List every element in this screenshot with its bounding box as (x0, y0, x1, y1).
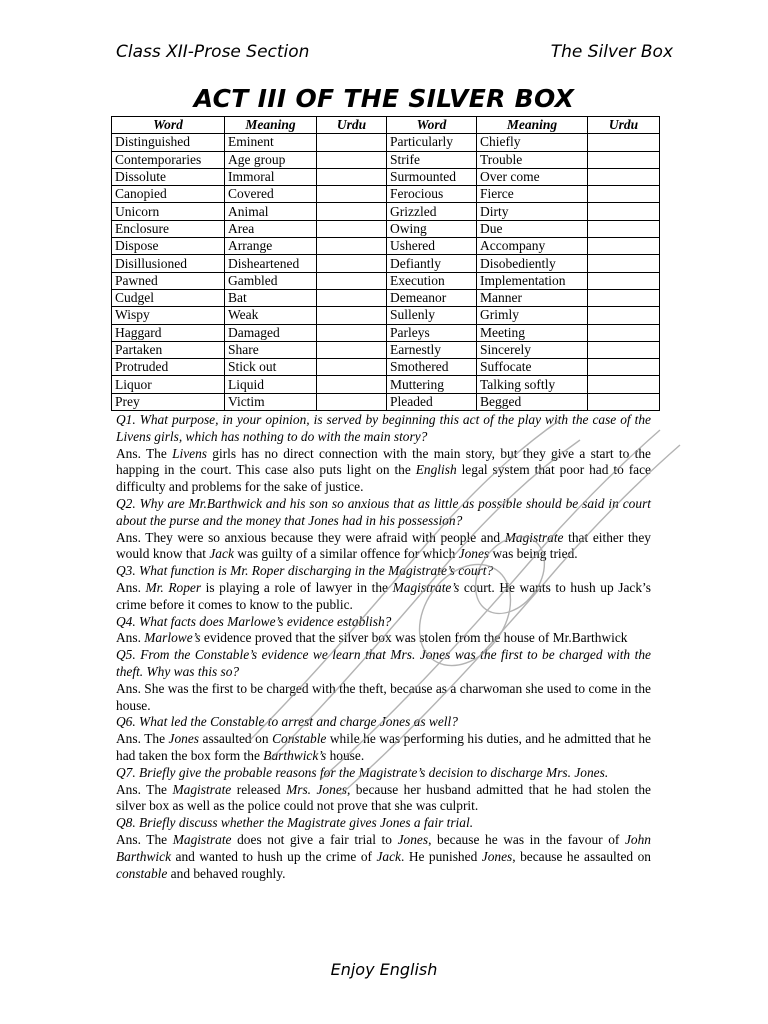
table-cell: Partaken (112, 341, 225, 358)
column-header: Urdu (317, 117, 387, 134)
table-cell: Stick out (225, 359, 317, 376)
answer-text (116, 731, 651, 765)
text-run: English (415, 462, 457, 478)
table-cell (317, 307, 387, 324)
text-run: Marlowe’s (144, 630, 201, 646)
table-cell (588, 220, 660, 237)
text-run: Q8. Briefly discuss whether the Magistrate gives Jones a fair trial. (116, 815, 474, 831)
page-header (116, 42, 673, 62)
table-cell: Protruded (112, 359, 225, 376)
text-run: Q3. What function is Mr. Roper discharging in the Magistrate’s court? (116, 563, 494, 579)
table-cell: Smothered (387, 359, 477, 376)
text-run: Jack (376, 848, 401, 864)
table-cell: Surmounted (387, 168, 477, 185)
text-run: was guilty of a similar offence for which (233, 546, 459, 562)
table-cell: Disheartened (225, 255, 317, 272)
table-cell: Liquid (225, 376, 317, 393)
vocabulary-table-body (112, 134, 660, 411)
table-cell: Chiefly (477, 134, 588, 151)
table-cell: Over come (477, 168, 588, 185)
table-cell (317, 324, 387, 341)
table-cell (317, 376, 387, 393)
text-run: Ans. The (116, 831, 173, 847)
text-run: Ans. The (116, 445, 173, 461)
table-cell: Immoral (225, 168, 317, 185)
table-cell: Particularly (387, 134, 477, 151)
question-text (116, 563, 651, 580)
question-text (116, 614, 651, 631)
table-cell: Prey (112, 393, 225, 410)
vocabulary-table (111, 116, 660, 411)
table-cell: Pleaded (387, 393, 477, 410)
table-row (112, 186, 660, 203)
table-row (112, 134, 660, 151)
page-footer: Enjoy English (330, 960, 438, 979)
table-cell: Eminent (225, 134, 317, 151)
table-cell: Enclosure (112, 220, 225, 237)
table-row (112, 393, 660, 410)
text-run: , because he was in the favour of (428, 831, 625, 847)
text-run: was being tried. (489, 546, 578, 562)
text-run: released (231, 781, 287, 797)
table-cell: Dissolute (112, 168, 225, 185)
table-cell (317, 289, 387, 306)
table-cell: Canopied (112, 186, 225, 203)
answer-text (116, 832, 651, 882)
table-cell: Manner (477, 289, 588, 306)
table-cell: Suffocate (477, 359, 588, 376)
table-cell (588, 186, 660, 203)
text-run: house. (326, 747, 365, 763)
text-run: Q2. Why are Mr.Barthwick and his son so anxious that as little as possible should be said in court about the purse and the money that Jones had in his possession? (116, 495, 651, 528)
text-run: Jones (397, 831, 429, 847)
text-run: Q6. What led the Constable to arrest and charge Jones as well? (116, 714, 458, 730)
page-title: ACT III OF THE SILVER BOX (193, 84, 575, 113)
text-run: and behaved roughly. (167, 865, 286, 881)
table-cell: Parleys (387, 324, 477, 341)
text-run: while he was performing his duties, and he admitted that he had taken the box form the (116, 731, 651, 763)
table-row (112, 238, 660, 255)
text-run: . He punished (401, 848, 482, 864)
text-run: Livens (172, 445, 208, 461)
table-cell: Execution (387, 272, 477, 289)
table-cell (588, 238, 660, 255)
table-cell: Owing (387, 220, 477, 237)
text-run: Jones (458, 546, 490, 562)
table-cell: Weak (225, 307, 317, 324)
table-cell: Animal (225, 203, 317, 220)
table-cell (588, 359, 660, 376)
table-row (112, 203, 660, 220)
table-cell (317, 220, 387, 237)
table-cell: Pawned (112, 272, 225, 289)
table-row (112, 359, 660, 376)
header-left: Class XII-Prose Section (116, 42, 310, 62)
text-run: Q1. What purpose, in your opinion, is served by beginning this act of the play with the case of the Livens girls, which has nothing to do with the main story? (116, 412, 651, 444)
table-cell: Trouble (477, 151, 588, 168)
table-row (112, 341, 660, 358)
question-text (116, 765, 651, 782)
text-run: Ans. They were so anxious because they were afraid with people and (116, 529, 505, 545)
text-run: Magistrate (504, 529, 564, 545)
table-cell: Age group (225, 151, 317, 168)
table-cell (588, 134, 660, 151)
text-run: legal system that poor had to face difficulty and problems for the sake of justice. (116, 462, 651, 495)
table-cell: Grimly (477, 307, 588, 324)
table-cell (588, 341, 660, 358)
table-cell (317, 393, 387, 410)
table-cell (317, 359, 387, 376)
table-cell (317, 186, 387, 203)
text-run: girls has no direct connection with the main story, but they give a start to the happing in the court. This case also puts light on the (116, 445, 651, 478)
table-cell (588, 272, 660, 289)
table-row (112, 220, 660, 237)
table-cell: Damaged (225, 324, 317, 341)
question-text (116, 496, 651, 530)
text-run: evidence proved that the silver box was stolen from the house of Mr.Barthwick (200, 630, 628, 646)
text-run: court. He wants to hush up Jack’s crime before it comes to know to the public. (116, 579, 651, 612)
table-cell: Haggard (112, 324, 225, 341)
table-cell: Sullenly (387, 307, 477, 324)
text-run: Barthwick’s (263, 747, 327, 763)
table-cell: Cudgel (112, 289, 225, 306)
table-row (112, 151, 660, 168)
table-cell (317, 238, 387, 255)
table-cell: Disillusioned (112, 255, 225, 272)
table-cell (588, 307, 660, 324)
text-run: Jack (209, 546, 234, 562)
table-cell: Defiantly (387, 255, 477, 272)
table-cell: Liquor (112, 376, 225, 393)
question-text (116, 815, 651, 832)
column-header: Meaning (225, 117, 317, 134)
table-cell: Ferocious (387, 186, 477, 203)
text-run: Ans. The (116, 731, 169, 747)
table-cell: Dirty (477, 203, 588, 220)
table-row (112, 168, 660, 185)
text-run: assaulted on (199, 731, 273, 747)
table-cell (317, 168, 387, 185)
question-text (116, 647, 651, 681)
table-cell: Covered (225, 186, 317, 203)
table-cell: Disobediently (477, 255, 588, 272)
answer-text (116, 580, 651, 614)
table-row (112, 307, 660, 324)
table-cell: Share (225, 341, 317, 358)
column-header: Word (112, 117, 225, 134)
table-cell: Meeting (477, 324, 588, 341)
text-run: Constable (272, 731, 327, 747)
answer-text (116, 782, 651, 816)
text-run: , because he assaulted on (512, 848, 652, 864)
text-run: Mr. Roper (145, 579, 202, 595)
table-cell (588, 324, 660, 341)
table-cell: Ushered (387, 238, 477, 255)
table-cell: Victim (225, 393, 317, 410)
table-cell: Area (225, 220, 317, 237)
table-cell (588, 376, 660, 393)
table-header-row (112, 117, 660, 134)
column-header: Meaning (477, 117, 588, 134)
question-text (116, 412, 651, 446)
table-cell: Unicorn (112, 203, 225, 220)
table-cell: Begged (477, 393, 588, 410)
table-cell (317, 203, 387, 220)
text-run: Q7. Briefly give the probable reasons for the Magistrate’s decision to discharge Mrs. Jones. (116, 764, 609, 780)
answer-text (116, 630, 651, 647)
table-cell (588, 289, 660, 306)
table-row (112, 376, 660, 393)
table-cell (317, 151, 387, 168)
questions-answers (116, 412, 651, 882)
question-text (116, 714, 651, 731)
answer-text (116, 446, 651, 496)
text-run: , because her husband admitted that he had stolen the silver box as well as the police could not prove that she was culprit. (116, 781, 652, 814)
table-cell (588, 203, 660, 220)
table-cell: Implementation (477, 272, 588, 289)
table-row (112, 289, 660, 306)
table-cell: Wispy (112, 307, 225, 324)
table-cell (317, 134, 387, 151)
text-run: Q4. What facts does Marlowe’s evidence establish? (116, 613, 392, 629)
text-run: Magistrate’s (392, 579, 460, 595)
text-run: John Barthwick (116, 831, 651, 864)
text-run: that either they would know that (116, 529, 651, 562)
text-run: Jones (481, 848, 513, 864)
table-cell (588, 255, 660, 272)
table-cell (317, 341, 387, 358)
text-run: constable (116, 865, 168, 881)
text-run: Magistrate (172, 781, 232, 797)
table-cell (588, 151, 660, 168)
answer-text (116, 530, 651, 564)
table-row (112, 324, 660, 341)
text-run: and wanted to hush up the crime of (171, 848, 377, 864)
table-row (112, 272, 660, 289)
table-cell (317, 272, 387, 289)
table-cell: Strife (387, 151, 477, 168)
text-run: Magistrate (172, 831, 232, 847)
table-cell: Fierce (477, 186, 588, 203)
table-cell: Sincerely (477, 341, 588, 358)
column-header: Word (387, 117, 477, 134)
table-cell: Demeanor (387, 289, 477, 306)
table-cell (588, 168, 660, 185)
column-header: Urdu (588, 117, 660, 134)
text-run: Mrs. Jones (286, 781, 347, 797)
table-cell: Muttering (387, 376, 477, 393)
table-cell: Arrange (225, 238, 317, 255)
text-run: Ans. The (116, 781, 173, 797)
text-run: Jones (168, 731, 200, 747)
text-run: Ans. (116, 630, 145, 646)
table-cell (588, 393, 660, 410)
answer-text (116, 681, 651, 715)
header-right: The Silver Box (550, 42, 673, 62)
table-cell: Contemporaries (112, 151, 225, 168)
text-run: Ans. (116, 579, 146, 595)
table-cell: Dispose (112, 238, 225, 255)
table-cell: Bat (225, 289, 317, 306)
text-run: Ans. She was the first to be charged with the theft, because as a charwoman she used to come in the house. (116, 680, 651, 713)
table-cell: Distinguished (112, 134, 225, 151)
table-cell: Talking softly (477, 376, 588, 393)
table-cell: Earnestly (387, 341, 477, 358)
table-cell: Due (477, 220, 588, 237)
text-run: does not give a fair trial to (231, 831, 398, 847)
table-cell: Accompany (477, 238, 588, 255)
table-row (112, 255, 660, 272)
text-run: is playing a role of lawyer in the (201, 579, 393, 595)
table-cell (317, 255, 387, 272)
text-run: Q5. From the Constable’s evidence we learn that Mrs. Jones was the first to be charged with the theft. Why was this so? (116, 647, 651, 679)
table-cell: Gambled (225, 272, 317, 289)
table-cell: Grizzled (387, 203, 477, 220)
